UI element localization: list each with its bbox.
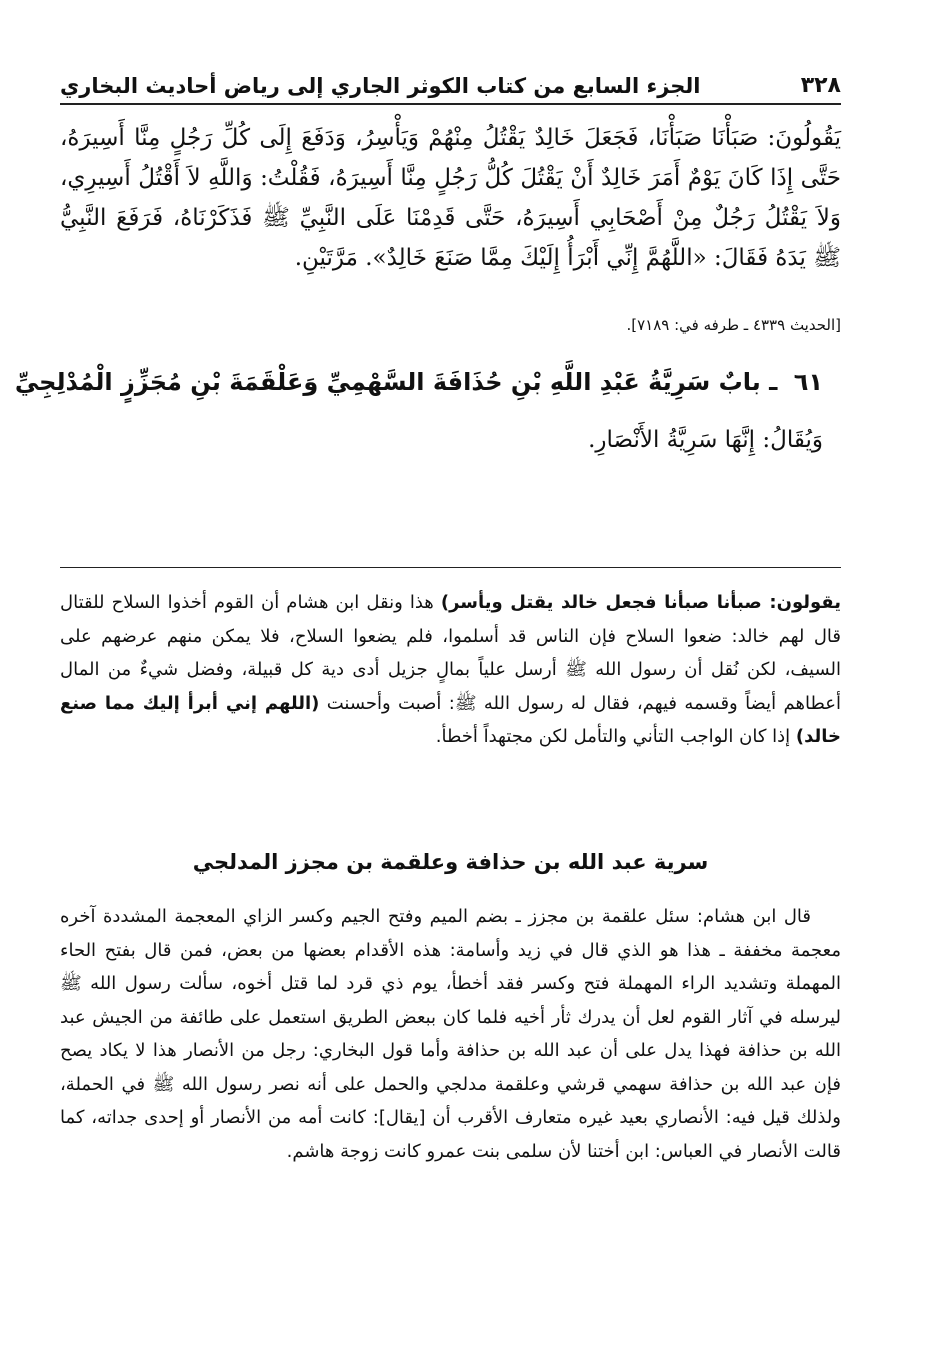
chapter-number: ٦١ (793, 368, 823, 396)
chapter-title: بابٌ سَرِيَّةُ عَبْدِ اللَّهِ بْنِ حُذَافَةَ السَّهْمِيِّ وَعَلْقَمَةَ بْنِ مُجَزِّزٍ الْمُدْلِجِيِّ (14, 368, 761, 396)
section-body: قال ابن هشام: سئل علقمة بن مجزز ـ بضم الميم وفتح الجيم وكسر الزاي المعجمة المشددة آخره معجمة مخففة ـ هذا هو الذي قال في زيد وأسامة: هذه الأقدام بعضها من بعض، فمن قال بفتح الحاء المهملة وتشديد الراء المهملة فتح وكسر فقد أخطأ، يوم ذي قرد لما قتل أخوه، سألت رسول الله ﷺ ليرسله في آثار القوم لعل أن يدرك ثأر أخيه فلما كان ببعض الطريق استعمل على طائفة من الجيش عبد الله بن حذافة فهذا يدل على أن عبد الله بن حذافة وأما قول البخاري: رجل من الأنصار هذا لا يكاد يصح فإن عبد الله بن حذافة سهمي قرشي وعلقمة مدلجي والحمل على أنه نصر رسول الله ﷺ في الحملة، ولذلك قيل فيه: الأنصاري بعيد غيره متعارف الأقرب أن [يقال]: كانت أمه من الأنصار أو إحدى جداته، كما قالت الأنصار في العباس: ابن أختنا لأن سلمى بنت عمرو كانت زوجة هاشم. (60, 906, 841, 1162)
chapter-note: وَيُقَالُ: إِنَّهَا سَرِيَّةُ الأَنْصَارِ. (588, 427, 823, 453)
hadith-text (60, 118, 841, 278)
commentary-paragraph (60, 586, 841, 754)
page-header (60, 58, 841, 98)
page-number: ٣٢٨ (800, 73, 841, 98)
commentary-quote-2: (اللهم إني أبرأ إليك مما صنع خالد) (60, 692, 841, 747)
commentary-quote: يقولون: صبأنا صبأنا فجعل خالد يقتل ويأسر) (440, 592, 841, 613)
chapter-dash: ـ (769, 368, 778, 396)
commentary-text-2: إذا كان الواجب التأني والتأمل لكن مجتهداً أخطأ. (435, 726, 796, 747)
hadith-reference: [الحديث ٤٣٣٩ ـ طرفه في: ٧١٨٩]. (626, 316, 841, 334)
section-title: سرية عبد الله بن حذافة وعلقمة بن مجزز المدلجي (192, 850, 709, 874)
hadith-paragraph: يَقُولُونَ: صَبَأْنَا صَبَأْنَا، فَجَعَلَ خَالِدٌ يَقْتُلُ مِنْهُمْ وَيَأْسِرُ، وَدَفَعَ إِلَى كُلِّ رَجُلٍ مِنَّا أَسِيرَهُ، حَتَّى إِذَا كَانَ يَوْمٌ أَمَرَ خَالِدٌ أَنْ يَقْتُلَ كُلُّ رَجُلٍ مِنَّا أَسِيرَهُ، فَقُلْتُ: وَاللَّهِ لاَ أَقْتُلُ أَسِيرِي، وَلاَ يَقْتُلُ رَجُلٌ مِنْ أَصْحَابِي أَسِيرَهُ، حَتَّى قَدِمْنَا عَلَى النَّبِيِّ ﷺ فَذَكَرْنَاهُ، فَرَفَعَ النَّبِيُّ ﷺ يَدَهُ فَقَالَ: «اللَّهُمَّ إِنِّي أَبْرَأُ إِلَيْكَ مِمَّا صَنَعَ خَالِدٌ». مَرَّتَيْنِ. (60, 125, 841, 271)
running-title: الجزء السابع من كتاب الكوثر الجاري إلى رياض أحاديث البخاري (60, 74, 701, 98)
commentary-text-1: هذا ونقل ابن هشام أن القوم أخذوا السلاح للقتال قال لهم خالد: ضعوا السلاح فإن الناس قد أسلموا، فلم يضعوا السلاح، فلا يمكن منهم عرضهم على السيف، لكن نُقل أن رسول الله ﷺ أرسل علياً بمالٍ جزيل أدى دية كل قبيلة، وفضل شيءٌ من المال أعطاهم أيضاً وقسمه فيهم، فقال له رسول الله ﷺ: أصبت وأحسنت (60, 592, 841, 714)
commentary (60, 586, 841, 754)
chapter-heading (14, 362, 823, 402)
header-divider (60, 103, 841, 105)
footnote-separator (60, 567, 841, 568)
